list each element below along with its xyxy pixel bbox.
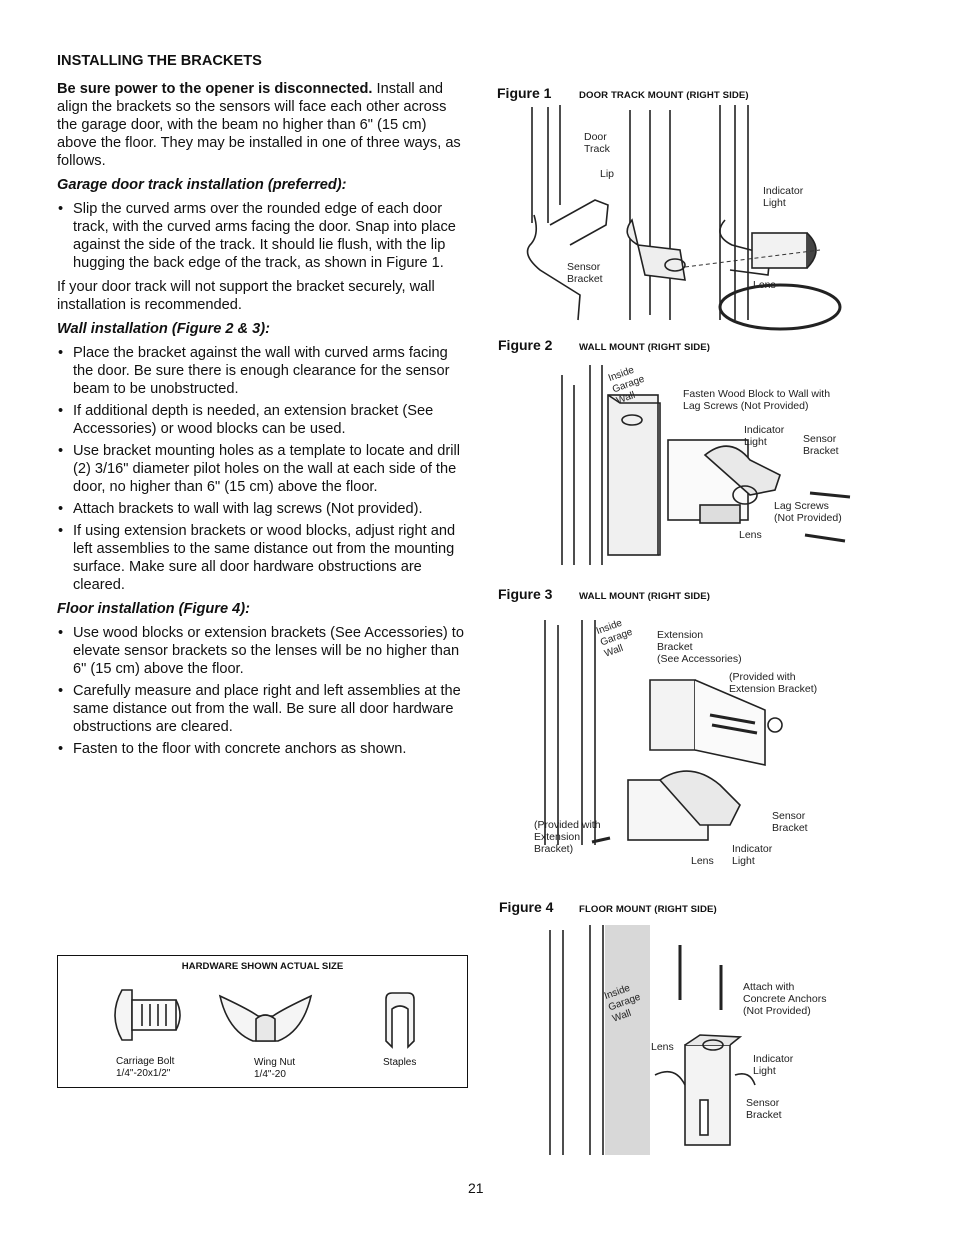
figure-4-label: Figure 4 [499,899,554,915]
label-inside-wall: Inside Garage Wall [602,982,643,1025]
figure-1-illustration [520,105,850,330]
list-item: • Place the bracket against the wall with curved arms facing the door. Be sure there is enough clearance for the sensor beam to be unobstructed. [57,344,469,398]
carriage-bolt-icon [108,988,188,1043]
list-item: • Use wood blocks or extension brackets (See Accessories) to elevate sensor brackets so the lenses will be no higher than 6" (15 cm) above the floor. [57,624,469,678]
label-indicator-light: Indicator Light [732,843,773,867]
track-note: If your door track will not support the bracket securely, wall installation is recommended. [57,279,435,313]
label-lens: Lens [651,1041,674,1053]
label-lag-screws: Lag Screws (Not Provided) [774,500,842,524]
floor-install-list [57,624,469,758]
track-install-title: Garage door track installation (preferred): [57,177,347,193]
figure-2-caption: WALL MOUNT (RIGHT SIDE) [579,342,711,353]
list-item: • Attach brackets to wall with lag screws (Not provided). [57,500,469,518]
staples-icon [380,991,420,1049]
wall-install-list [57,344,469,594]
label-lip: Lip [600,168,615,180]
list-item: • Use bracket mounting holes as a template to locate and drill (2) 3/16" diameter pilot holes on the wall at each side of the door, no higher than 6" (15 cm) above the floor. [57,442,469,496]
label-indicator-light: Indicator Light [763,185,804,209]
intro-warning: Be sure power to the opener is disconnected. [57,81,373,97]
figure-1-label: Figure 1 [497,85,552,101]
list-item: • Slip the curved arms over the rounded edge of each door track, with the curved arms facing the door. Snap into place against the side of the track. It should lie flush, with the lip hugging the back edge of the track, as shown in Figure 1. [57,200,469,272]
label-sensor-bracket: Sensor Bracket [746,1097,782,1121]
wing-nut-label: Wing Nut 1/4"-20 [254,1057,296,1080]
label-lens: Lens [739,529,762,541]
figure-3-label: Figure 3 [498,586,553,602]
figure-2-label: Figure 2 [498,337,553,353]
label-inside-wall: Inside Garage Wall [606,364,647,407]
track-install-list [57,200,469,272]
section-heading: INSTALLING THE BRACKETS [57,53,262,69]
list-item: • Carefully measure and place right and left assemblies at the same distance out from the wall. Be sure all door hardware obstructions are cleared. [57,682,469,736]
label-sensor-bracket: Sensor Bracket [772,810,808,834]
label-indicator-light: Indicator Light [753,1053,794,1077]
wall-install-title: Wall installation (Figure 2 & 3): [57,321,270,337]
list-item: • If using extension brackets or wood blocks, adjust right and left assemblies to the same distance out from the mounting surface. Make sure all door hardware obstructions are cleared. [57,522,469,594]
hardware-title: HARDWARE SHOWN ACTUAL SIZE [181,961,344,972]
carriage-bolt-label: Carriage Bolt 1/4"-20x1/2" [116,1056,175,1079]
figure-4-illustration [545,925,805,1165]
intro-paragraph [57,80,469,170]
label-sensor-bracket: Sensor Bracket [803,433,839,457]
label-sensor-bracket: Sensor Bracket [567,261,603,285]
instructions-column [57,52,469,764]
figure-1-caption: DOOR TRACK MOUNT (RIGHT SIDE) [579,90,749,101]
list-item: • If additional depth is needed, an extension bracket (See Accessories) or wood blocks can be used. [57,402,469,438]
label-inside-wall: Inside Garage Wall [594,617,635,660]
label-door-track: Door Track [584,131,610,155]
label-provided-with-extension: (Provided with Extension Bracket) [729,671,818,695]
label-fasten-block: Fasten Wood Block to Wall with Lag Screws (Not Provided) [683,388,831,412]
label-lens: Lens [691,855,714,867]
figure-4-caption: FLOOR MOUNT (RIGHT SIDE) [579,904,717,915]
staples-label: Staples [383,1057,417,1068]
floor-install-title: Floor installation (Figure 4): [57,601,250,617]
label-lens: Lens [753,279,776,291]
list-item: • Fasten to the floor with concrete anchors as shown. [57,740,469,758]
label-concrete-anchors: Attach with Concrete Anchors (Not Provided) [743,981,827,1017]
wing-nut-icon [218,991,313,1046]
hardware-box [57,955,468,1088]
figure-3-caption: WALL MOUNT (RIGHT SIDE) [579,591,711,602]
label-extension-bracket: Extension Bracket (See Accessories) [657,629,742,665]
label-provided-with-extension-2: (Provided with Extension Bracket) [534,819,601,855]
page-number: 21 [468,1180,484,1196]
label-indicator-light: Indicator Light [744,424,785,448]
intro-text: Install and align the brackets so the sensors will face each other across the garage door, with the beam no higher than 6" (15 cm) above the floor. They may be installed in one of three ways, as follows. [57,81,461,169]
